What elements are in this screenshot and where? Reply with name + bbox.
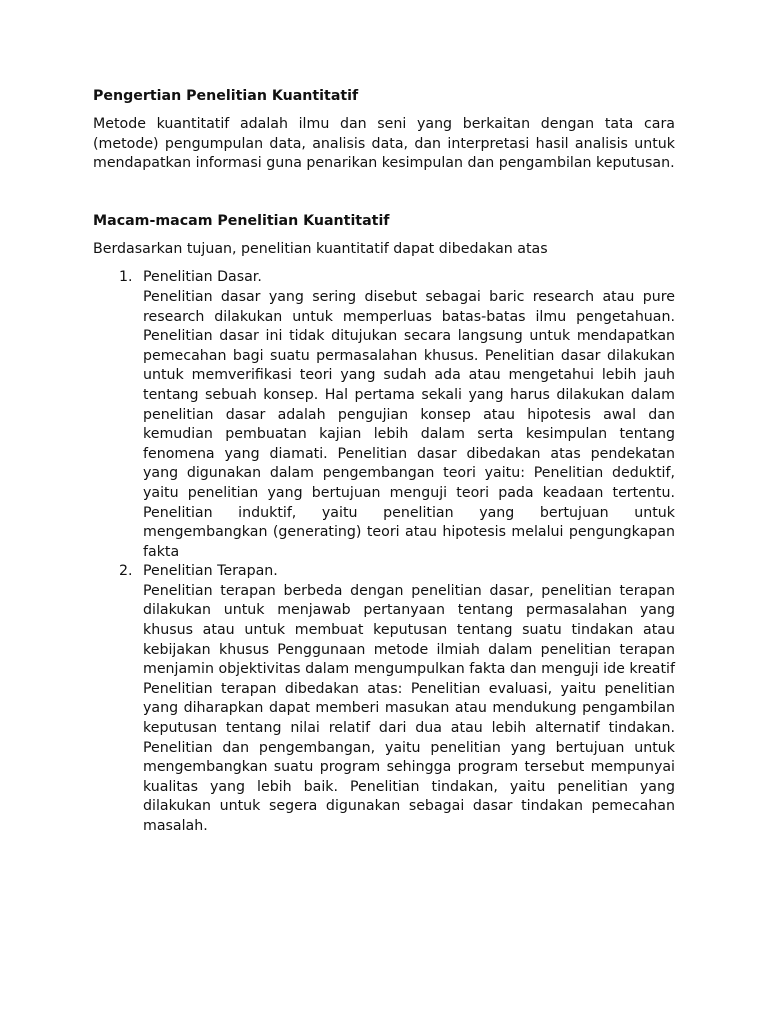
list-item-number: 1. [119, 269, 133, 286]
intro-paragraph: Berdasarkan tujuan, penelitian kuantitatif dapat dibedakan atas [93, 240, 548, 257]
section-heading-pengertian: Pengertian Penelitian Kuantitatif [93, 88, 359, 104]
definition-paragraph: Metode kuantitatif adalah ilmu dan seni yang berkaitan dengan tata cara (metode) pengumpulan data, analisis data, dan interpretasi hasil analisis untuk mendapatkan informasi guna penarikan kesimpulan dan pengambilan keputusan. [93, 116, 675, 172]
document-page [93, 86, 675, 837]
list-item-body: Penelitian terapan berbeda dengan penelitian dasar, penelitian terapan dilakukan untuk menjawab pertanyaan tentang permasalahan yang khusus atau untuk membuat keputusan tentang suatu tindakan atau kebijakan khusus Penggunaan metode ilmiah dalam penelitian terapan menjamin objektivitas dalam mengumpulkan fakta dan menguji ide kreatif Penelitian terapan dibedakan atas: Penelitian evaluasi, yaitu penelitian yang diharapkan dapat memberi masukan atau mendukung pengambilan keputusan tentang nilai relatif dari dua atau lebih alternatif tindakan. Penelitian dan pengembangan, yaitu penelitian yang bertujuan untuk mengembangkan suatu program sehingga program tersebut mempunyai kualitas yang lebih baik. Penelitian tindakan, yaitu penelitian yang dilakukan untuk segera digunakan sebagai dasar tindakan pemecahan masalah. [143, 582, 675, 834]
list-item-body: Penelitian dasar yang sering disebut sebagai baric research atau pure research dilakukan untuk memperluas batas-batas ilmu pengetahuan. Penelitian dasar ini tidak ditujukan secara langsung untuk mendapatkan pemecahan bagi suatu permasalahan khusus. Penelitian dasar dilakukan untuk memverifikasi teori yang sudah ada atau mengetahui lebih jauh tentang sebuah konsep. Hal pertama sekali yang harus dilakukan dalam penelitian dasar adalah pengujian konsep atau hipotesis awal dan kemudian pembuatan kajian lebih dalam serta kesimpulan tentang fenomena yang diamati. Penelitian dasar dibedakan atas pendekatan yang digunakan dalam pengembangan teori yaitu: Penelitian deduktif, yaitu penelitian yang bertujuan menguji teori pada keadaan tertentu. Penelitian induktif, yaitu penelitian yang bertujuan untuk mengembangkan (generating) teori atau hipotesis melalui pengungkapan fakta [143, 288, 675, 560]
section-heading-macam: Macam-macam Penelitian Kuantitatif [93, 212, 390, 229]
research-types-list [93, 268, 675, 836]
list-item-title: Penelitian Terapan. [143, 563, 278, 580]
list-item [93, 268, 675, 562]
list-item [93, 562, 675, 836]
list-item-number: 2. [119, 563, 133, 580]
list-item-title: Penelitian Dasar. [143, 269, 262, 286]
